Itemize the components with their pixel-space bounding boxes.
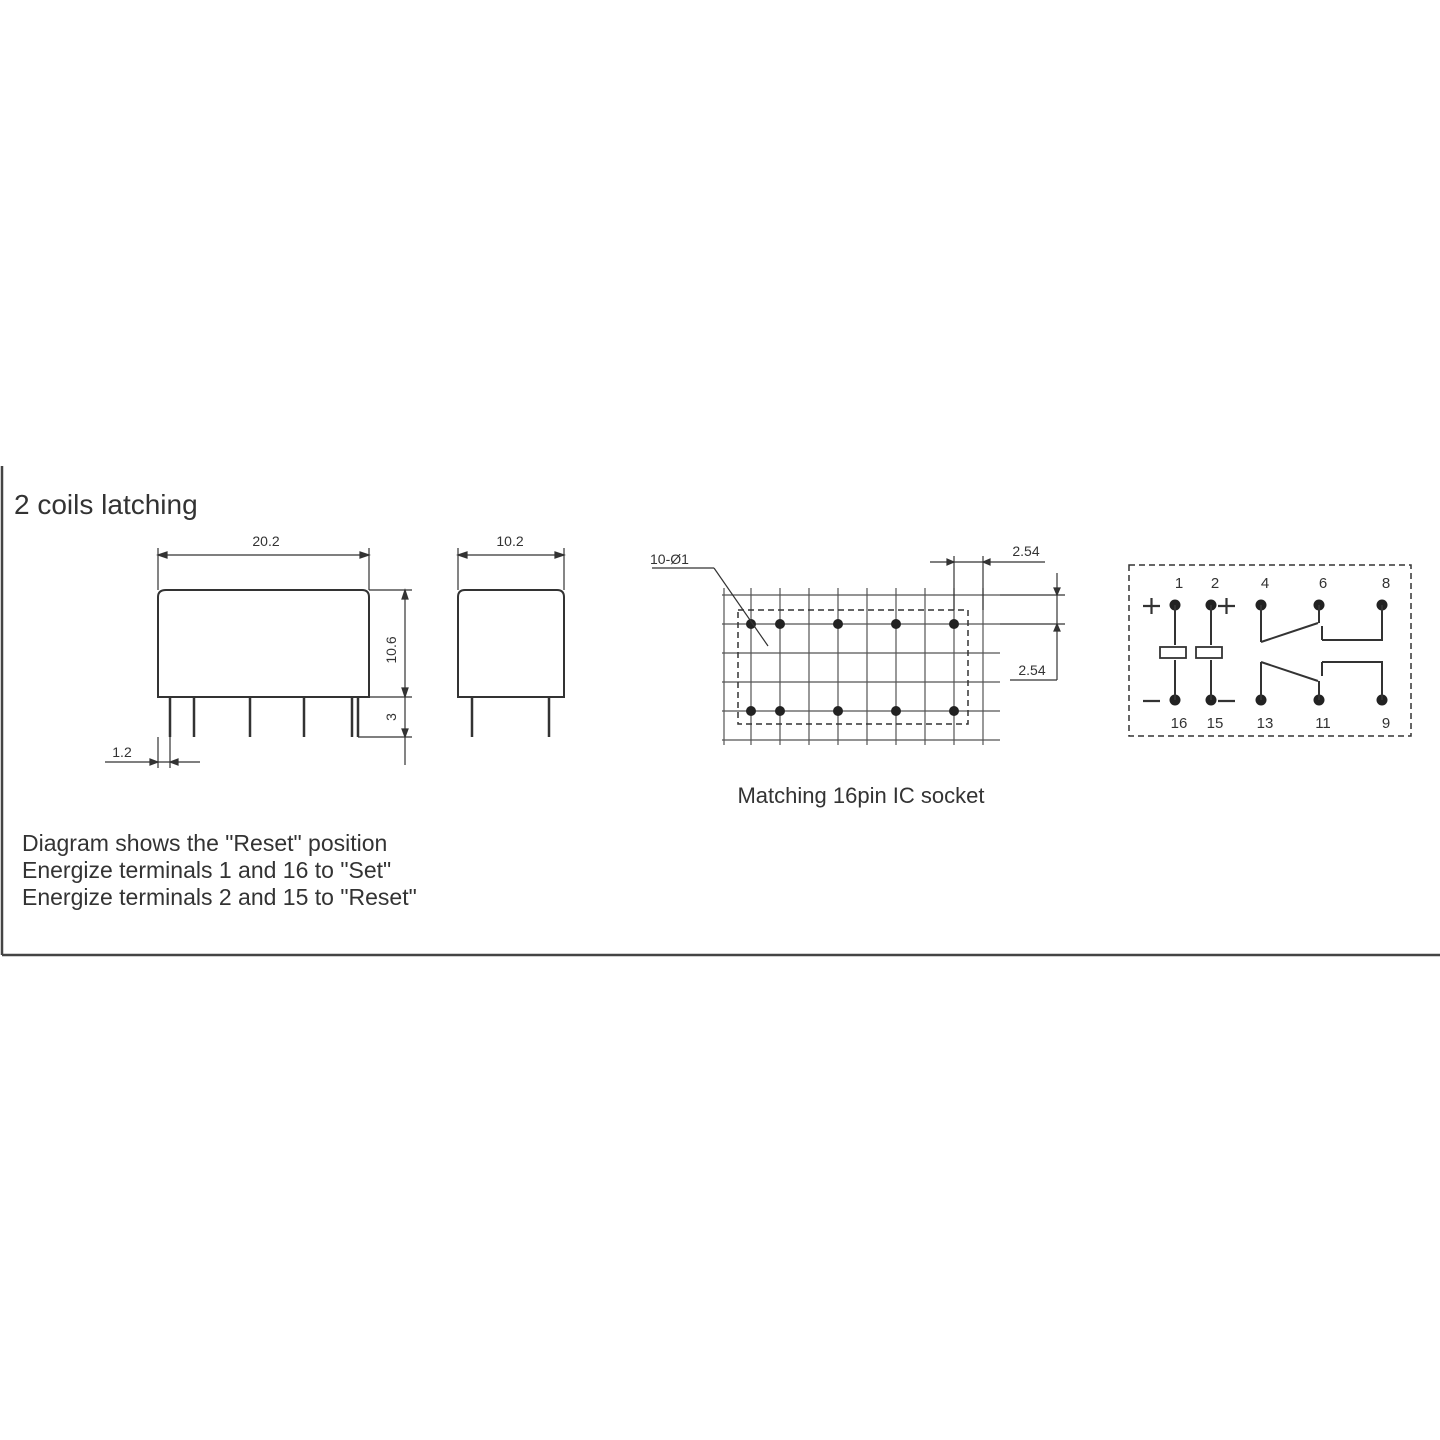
coil-set	[1160, 605, 1186, 700]
width-label: 10.2	[496, 533, 524, 549]
socket-outline	[738, 610, 968, 724]
notes	[22, 830, 417, 910]
pin-number-bottom: 16	[1170, 715, 1188, 732]
coil-reset	[1196, 605, 1222, 700]
pin-offset-label: 1.2	[112, 744, 132, 760]
contact-group-upper	[1261, 605, 1382, 642]
pin-number-top: 1	[1174, 575, 1184, 592]
note-line: Energize terminals 2 and 15 to "Reset"	[22, 884, 417, 910]
socket-hole	[833, 619, 843, 629]
pin-number-bottom: 9	[1381, 715, 1391, 732]
socket-hole	[949, 706, 959, 716]
socket-hole	[746, 706, 756, 716]
height-dimension	[358, 590, 412, 765]
schematic-terminals	[1170, 575, 1391, 732]
end-body-outline	[458, 590, 564, 697]
socket-hole	[775, 706, 785, 716]
relay-body-outline	[158, 590, 369, 697]
length-label: 20.2	[252, 533, 280, 549]
relay-end-view	[458, 548, 564, 737]
socket-grid	[722, 588, 1000, 745]
hole-label: 10-Ø1	[650, 551, 689, 567]
wiring-schematic	[1129, 565, 1411, 736]
note-line: Diagram shows the "Reset" position	[22, 830, 388, 856]
pin-number-top: 8	[1381, 575, 1391, 592]
socket-caption: Matching 16pin IC socket	[737, 783, 985, 808]
schematic-outline	[1129, 565, 1411, 736]
socket-hole	[891, 706, 901, 716]
note-line: Energize terminals 1 and 16 to "Set"	[22, 857, 392, 883]
pin-number-top: 4	[1260, 575, 1270, 592]
socket-hole	[949, 619, 959, 629]
section-title: 2 coils latching	[14, 489, 198, 520]
width-dimension	[458, 548, 564, 590]
pin-number-bottom: 13	[1256, 715, 1274, 732]
pitch-top-label: 2.54	[1012, 543, 1040, 559]
relay-pins	[170, 697, 358, 737]
pin-length-label: 3	[383, 713, 399, 721]
height-label: 10.6	[383, 636, 399, 664]
socket-footprint	[652, 556, 1065, 745]
pin-number-bottom: 11	[1315, 715, 1331, 732]
contact-group-lower	[1261, 662, 1382, 700]
socket-hole	[833, 706, 843, 716]
pin-number-bottom: 15	[1206, 715, 1224, 732]
socket-holes	[746, 619, 959, 716]
pitch-side-label: 2.54	[1018, 662, 1046, 678]
socket-hole	[775, 619, 785, 629]
pin-number-top: 6	[1318, 575, 1328, 592]
length-dimension	[158, 548, 369, 590]
socket-hole	[891, 619, 901, 629]
relay-side-view	[105, 548, 412, 768]
pin-number-top: 2	[1210, 575, 1220, 592]
